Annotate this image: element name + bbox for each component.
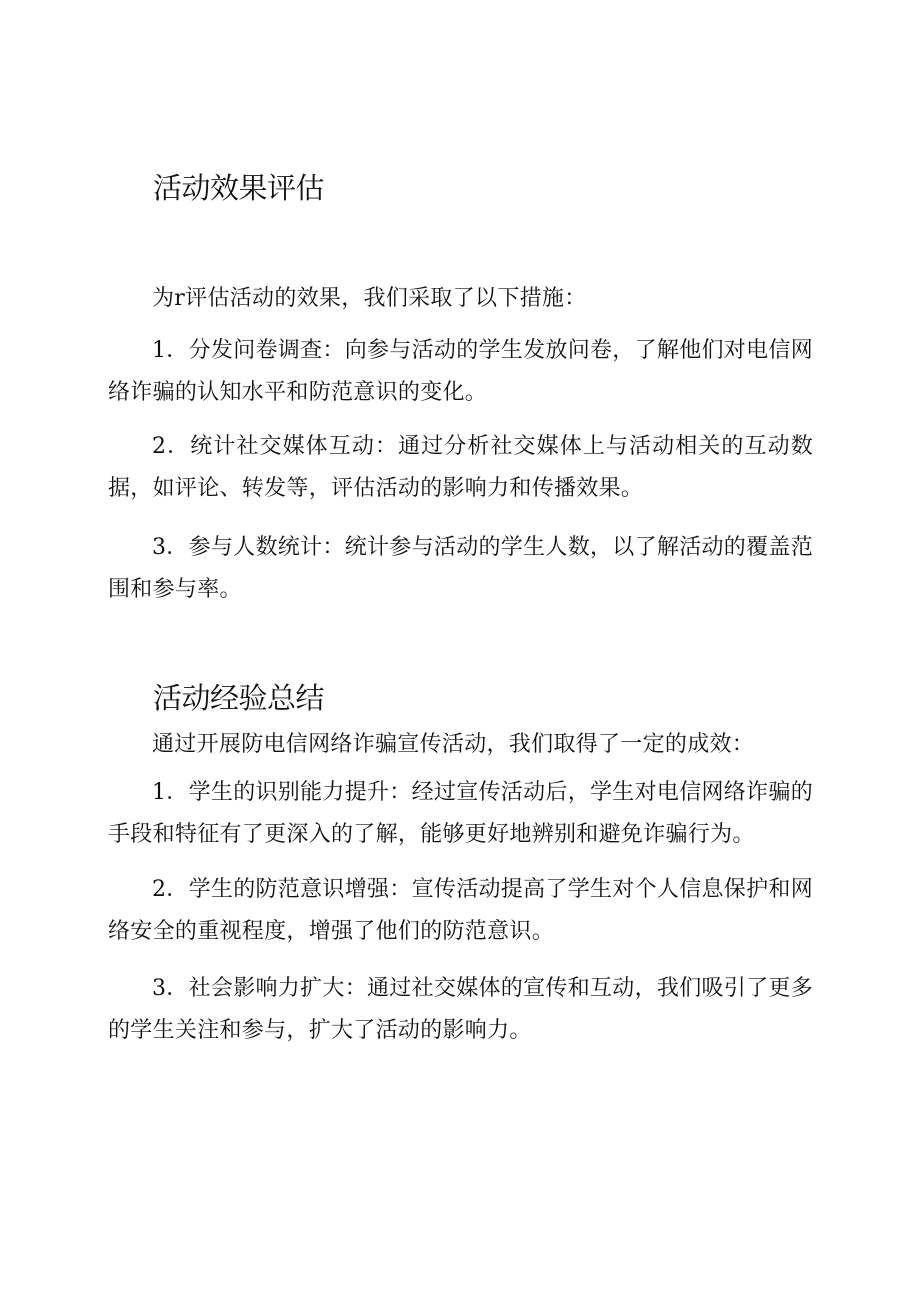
section2-intro: 通过开展防电信网络诈骗宣传活动，我们取得了一定的成效： xyxy=(152,732,755,757)
section2-item-2: 2．学生的防范意识增强：宣传活动提高了学生对个人信息保护和网络安全的重视程度，增强了他们的防范意识。 xyxy=(108,877,813,944)
section2-item-3: 3．社会影响力扩大：通过社交媒体的宣传和互动，我们吸引了更多的学生关注和参与，扩大了活动的影响力。 xyxy=(108,976,813,1043)
section-heading-effect-evaluation: 活动效果评估 xyxy=(153,171,325,205)
section2-item-1: 1．学生的识别能力提升：经过宣传活动后，学生对电信网络诈骗的手段和特征有了更深入的了解，能够更好地辨别和避免诈骗行为。 xyxy=(108,780,813,847)
section1-intro: 为r评估活动的效果，我们采取了以下措施： xyxy=(152,286,587,311)
section1-item-3: 3．参与人数统计：统计参与活动的学生人数，以了解活动的覆盖范围和参与率。 xyxy=(108,535,813,602)
section1-item-2: 2．统计社交媒体互动：通过分析社交媒体上与活动相关的互动数据，如评论、转发等，评估活动的影响力和传播效果。 xyxy=(108,434,813,501)
section1-item-1: 1．分发问卷调查：向参与活动的学生发放问卷，了解他们对电信网络诈骗的认知水平和防范意识的变化。 xyxy=(108,338,813,405)
section-heading-experience-summary: 活动经验总结 xyxy=(153,681,325,715)
